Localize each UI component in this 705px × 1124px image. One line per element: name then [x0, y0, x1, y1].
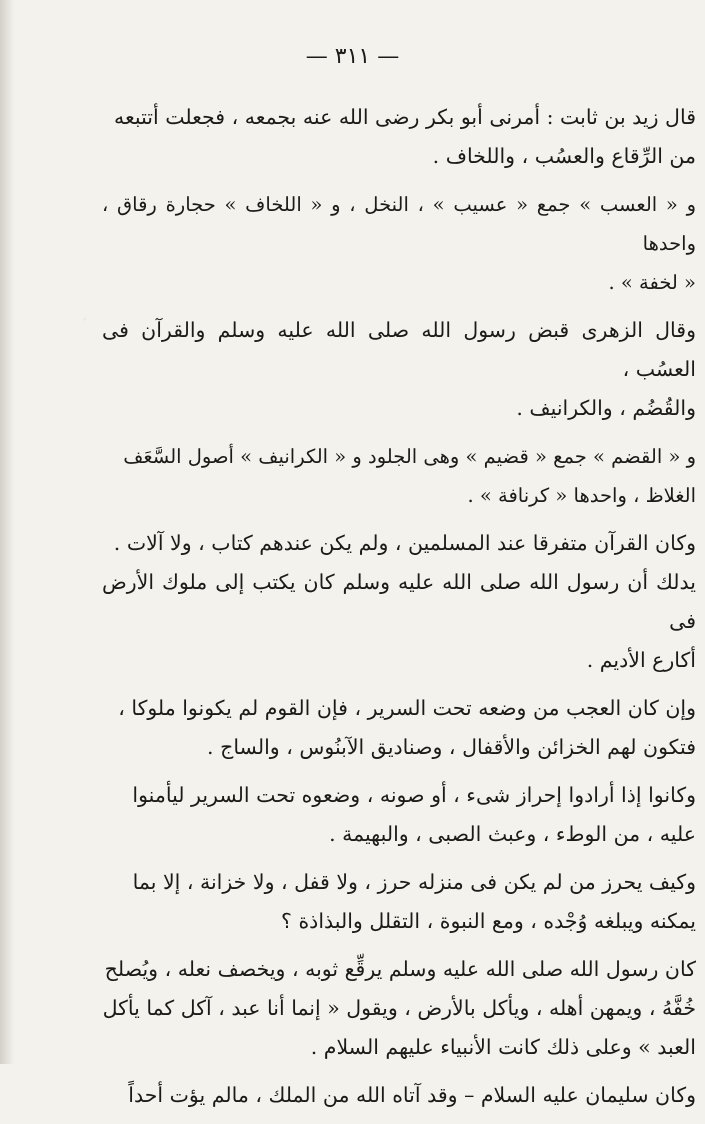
paragraph	[102, 776, 696, 854]
paragraph	[102, 950, 696, 1067]
page-number: — ٣١١ —	[305, 44, 400, 69]
text-line: وإن كان العجب من وضعه تحت السرير ، فإن القوم لم يكونوا ملوكا ،	[118, 696, 696, 720]
paragraph	[102, 437, 696, 515]
paragraph	[102, 1076, 696, 1115]
text-line: وكانوا إذا أرادوا إحراز شىء ، أو صونه ، وضعوه تحت السرير ليأمنوا	[132, 783, 696, 807]
paragraph	[102, 185, 696, 302]
text-line: قال زيد بن ثابت : أمرنى أبو بكر رضى الله عنه بجمعه ، فجعلت أتتبعه	[114, 105, 696, 129]
text-line: و « العسب » جمع « عسيب » ، النخل ، و « اللخاف » حجارة رقاق ، واحدها	[102, 193, 696, 255]
paragraph	[102, 98, 696, 176]
text-line: و « القضم » جمع « قضيم » وهى الجلود و « الكرانيف » أصول السَّعَف	[123, 445, 696, 468]
body-text	[102, 98, 696, 1124]
text-line: والقُضُم ، والكرانيف .	[516, 396, 696, 420]
text-line: وكان القرآن متفرقا عند المسلمين ، ولم يكن عندهم كتاب ، ولا آلات .	[113, 531, 696, 555]
text-line: الغلاظ ، واحدها « كرنافة » .	[467, 484, 696, 507]
text-line: وكيف يحرز من لم يكن فى منزله حرز ، ولا قفل ، ولا خزانة ، إلا بما	[132, 870, 696, 894]
text-line: خُفَّهُ ، ويمهن أهله ، ويأكل بالأرض ، ويقول « إنما أنا عبد ، آكل كما يأكل	[102, 996, 696, 1020]
text-line: عليه ، من الوطء ، وعبث الصبى ، والبهيمة .	[329, 822, 696, 846]
text-line: وقال الزهرى قبض رسول الله صلى الله عليه وسلم والقرآن فى العسُب ،	[102, 318, 696, 381]
text-line: من الرِّقاع والعسُب ، واللخاف .	[432, 144, 696, 168]
text-line: كان رسول الله صلى الله عليه وسلم يرقِّع ثوبه ، ويخصف نعله ، ويُصلح	[104, 957, 696, 981]
page-gutter-shadow	[0, 0, 14, 1064]
paragraph	[102, 689, 696, 767]
paragraph	[102, 863, 696, 941]
paragraph	[102, 311, 696, 428]
text-line: العبد » وعلى ذلك كانت الأنبياء عليهم السلام .	[310, 1035, 696, 1059]
text-line: يمكنه ويبلغه وُجْده ، ومع النبوة ، التقلل والبذاذة ؟	[281, 909, 696, 933]
text-line: وكان سليمان عليه السلام – وقد آتاه الله من الملك ، مالم يؤت أحداً	[128, 1083, 696, 1107]
text-line: يدلك أن رسول الله صلى الله عليه وسلم كان يكتب إلى ملوك الأرض فى	[102, 570, 696, 633]
text-line: فتكون لهم الخزائن والأقفال ، وصناديق الآبنُوس ، والساج .	[207, 735, 696, 759]
paragraph	[102, 524, 696, 680]
text-line: أكارع الأديم .	[586, 648, 696, 672]
text-line: « لخفة » .	[608, 271, 696, 294]
